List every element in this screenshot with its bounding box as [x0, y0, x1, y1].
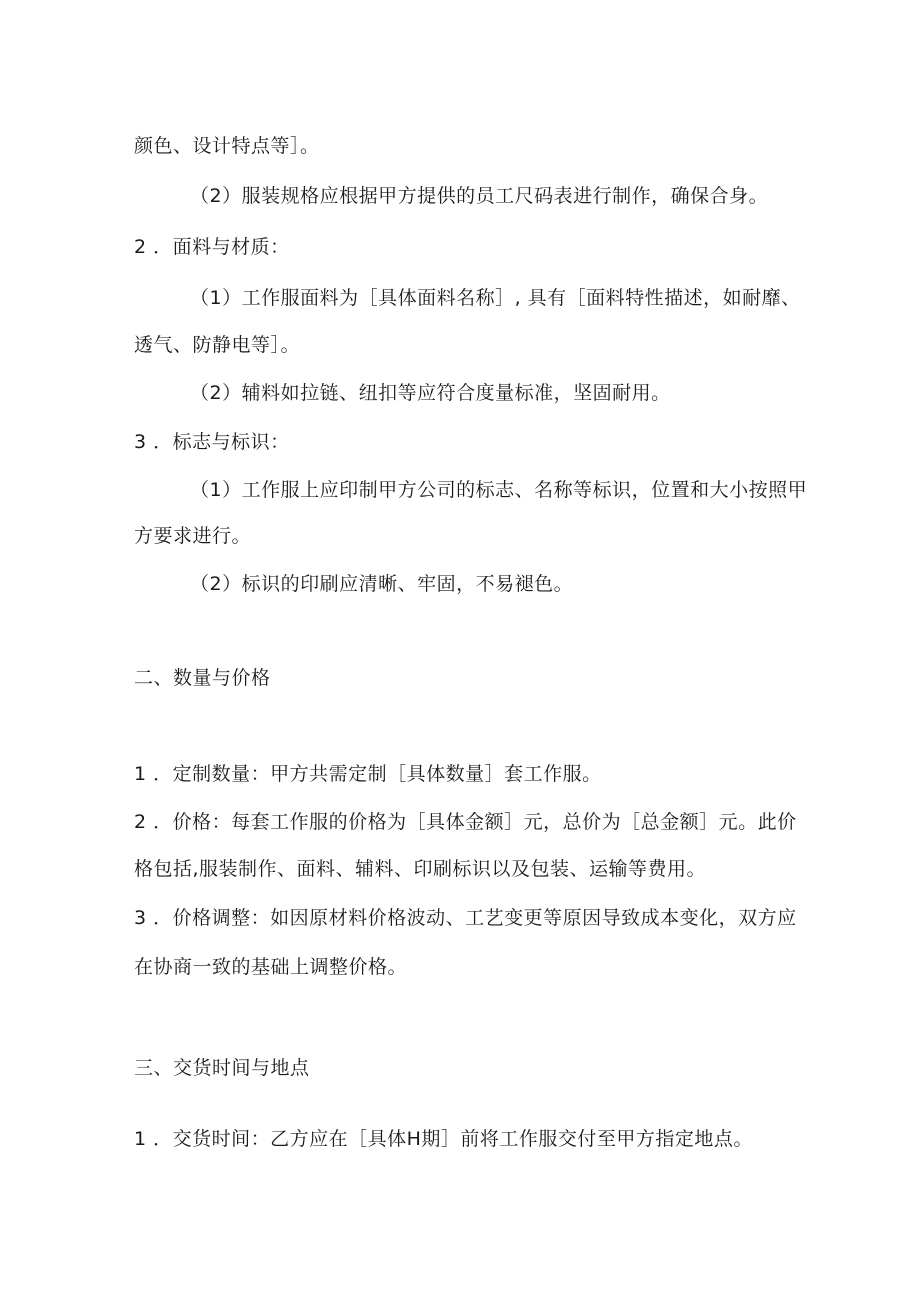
- text-line: 3 ．价格调整：如因原材料价格波动、工艺变更等原因导致成本变化，双方应: [134, 907, 797, 929]
- text-line: （1）工作服面料为［具体面料名称］, 具有［面料特性描述，如耐靡、: [190, 287, 801, 309]
- text-line: 在协商一致的基础上调整价格。: [134, 956, 408, 978]
- text-line: （2）服装规格应根据甲方提供的员工尺码表进行制作，确保合身。: [190, 185, 769, 207]
- text-line: 颜色、设计特点等］。: [134, 135, 320, 157]
- text-line: 格包括,服装制作、面料、辅料、印刷标识以及包装、运输等费用。: [134, 858, 707, 880]
- text-line: （2）辅料如拉链、纽扣等应符合度量标准，坚固耐用。: [190, 382, 671, 404]
- text-line: 1 ．定制数量：甲方共需定制［具体数量］套工作服。: [134, 763, 602, 785]
- section-heading: 二、数量与价格: [134, 667, 271, 689]
- text-line: 1 ．交货时间：乙方应在［具体H期］前将工作服交付至甲方指定地点。: [134, 1128, 753, 1150]
- text-line: 方要求进行。: [134, 525, 252, 547]
- text-line: 3 ．标志与标识：: [134, 431, 290, 453]
- text-line: 透气、防静电等］。: [134, 334, 301, 356]
- text-line: （2）标识的印刷应清晰、牢固，不易褪色。: [190, 573, 574, 595]
- section-heading: 三、交货时间与地点: [134, 1057, 310, 1079]
- text-line: 2 ．面料与材质：: [134, 236, 290, 258]
- text-line: 2 ．价格：每套工作服的价格为［具体金额］元，总价为［总金额］元。此价: [134, 811, 797, 833]
- text-line: （1）工作服上应印制甲方公司的标志、名称等标识，位置和大小按照甲: [190, 479, 808, 501]
